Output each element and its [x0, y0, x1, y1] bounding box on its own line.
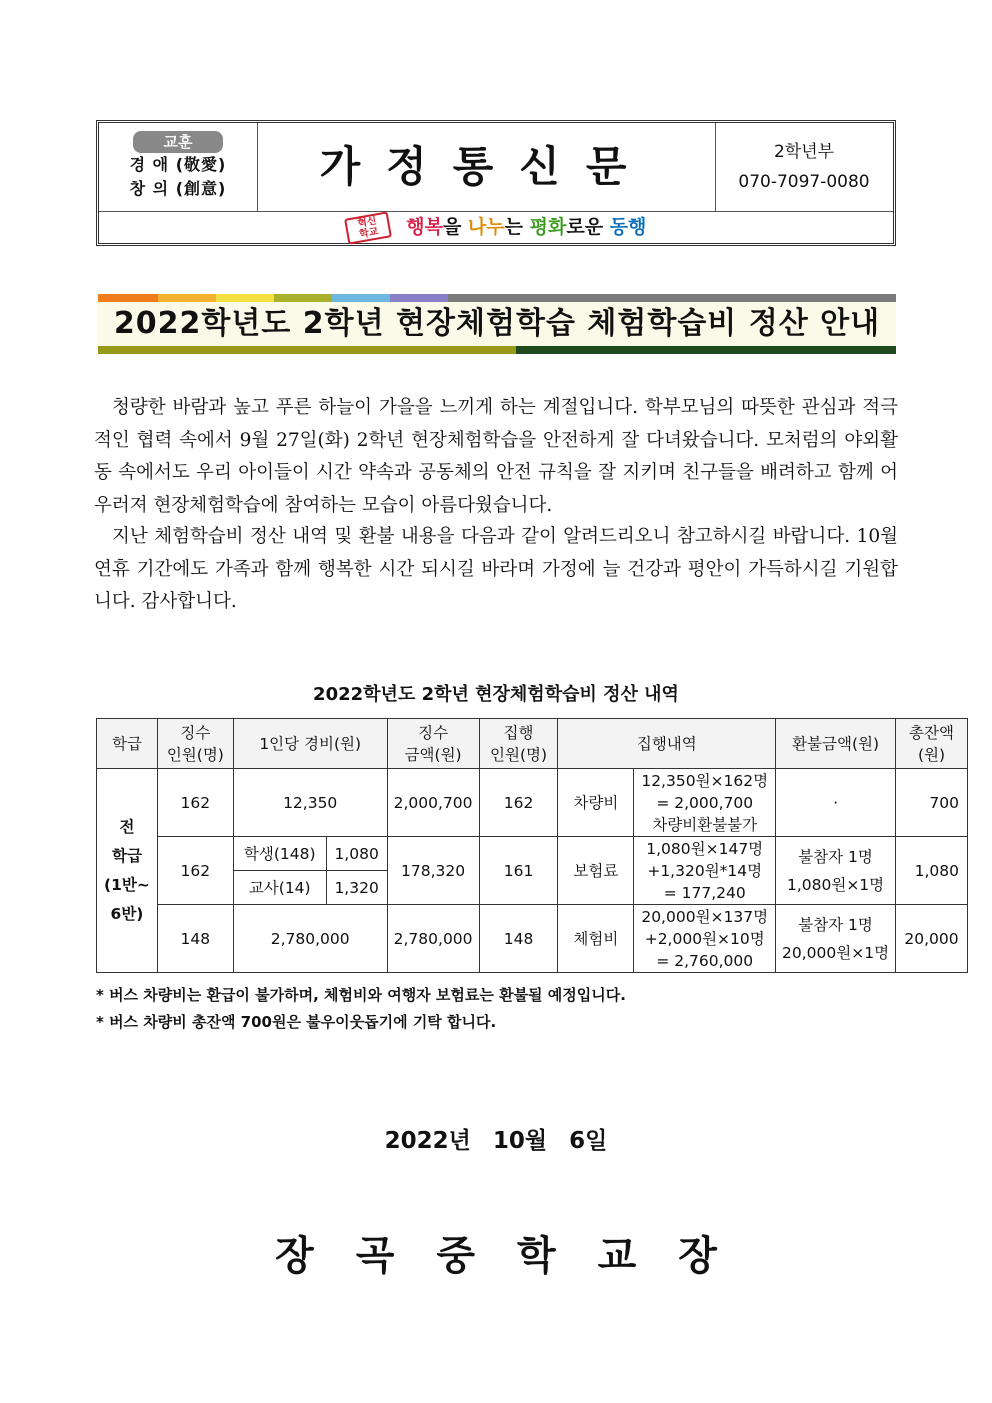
- phone-number: 070-7097-0080: [738, 172, 870, 192]
- slogan-word: 을: [442, 216, 468, 238]
- collect-amount-cell: 2,780,000: [387, 905, 479, 973]
- exec-people-cell: 148: [479, 905, 558, 973]
- slogan-row: [99, 211, 893, 243]
- slogan-word: 는: [504, 216, 530, 238]
- exec-detail-cell: 20,000원×137명 +2,000원×10명 = 2,760,000: [634, 905, 776, 973]
- teacher-label-cell: 교사(14): [233, 871, 326, 905]
- header-cell: 학급: [97, 719, 158, 769]
- header-top-row: [99, 123, 893, 212]
- banner-bottom-stripe: [98, 346, 896, 354]
- collect-people-cell: 162: [157, 837, 233, 905]
- slogan-word: 나누: [467, 216, 505, 238]
- table-header-row: [97, 719, 968, 769]
- refund-cell: 불참자 1명 20,000원×1명: [776, 905, 896, 973]
- header-cell: 총잔액 (원): [895, 719, 967, 769]
- settlement-table: [96, 718, 968, 973]
- table-title: 2022학년도 2학년 현장체험학습비 정산 내역: [313, 684, 679, 705]
- motto-line-2: 창 의 (創意): [129, 179, 227, 198]
- stripe-segment: [98, 346, 516, 354]
- refund-cell: 불참자 1명 1,080원×1명: [776, 837, 896, 905]
- header-cell: 징수 인원(명): [157, 719, 233, 769]
- balance-cell: 1,080: [895, 837, 967, 905]
- exec-item-cell: 차량비: [558, 769, 634, 837]
- exec-people-cell: 162: [479, 769, 558, 837]
- student-fee-cell: 1,080: [326, 837, 387, 871]
- stripe-segment: [448, 294, 896, 302]
- notice-paragraph: 지난 체험학습비 정산 내역 및 환불 내용을 다음과 같이 알려드리오니 참고하시길 바랍니다. 10월 연휴 기간에도 가족과 함께 행복한 시간 되시길 바라며 가정에 늘 건강과 평안이 가득하시길 기원합니다. 감사합니다.: [94, 526, 898, 612]
- slogan-word: 동행: [609, 216, 647, 238]
- header-cell: 징수 금액(원): [387, 719, 479, 769]
- exec-people-cell: 161: [479, 837, 558, 905]
- newsletter-title: 가정통신문: [257, 123, 716, 211]
- exec-detail-cell: 12,350원×162명 = 2,000,700 차량비환불불가: [634, 769, 776, 837]
- stripe-segment: [158, 294, 216, 302]
- principal-signature: 장곡중학교장: [275, 1233, 759, 1279]
- department: 2학년부: [773, 142, 835, 162]
- motto-cell: [99, 123, 258, 211]
- header-cell: 집행내역: [558, 719, 776, 769]
- exec-detail-cell: 1,080원×147명 +1,320원*14명 = 177,240: [634, 837, 776, 905]
- page-title: 2022학년도 2학년 현장체험학습 체험학습비 정산 안내: [98, 302, 896, 346]
- motto-line-1: 경 애 (敬愛): [129, 155, 227, 174]
- stripe-segment: [274, 294, 332, 302]
- header-cell: 집행 인원(명): [479, 719, 558, 769]
- slogan-word: 로운: [566, 216, 610, 238]
- refund-cell: ·: [776, 769, 896, 837]
- per-person-cell: 2,780,000: [233, 905, 387, 973]
- balance-cell: 700: [895, 769, 967, 837]
- exec-item-cell: 보험료: [558, 837, 634, 905]
- balance-cell: 20,000: [895, 905, 967, 973]
- student-label-cell: 학생(148): [233, 837, 326, 871]
- stripe-segment: [98, 294, 158, 302]
- table-row: [97, 769, 968, 837]
- grade-cell: 전 학급 (1반~ 6반): [97, 769, 158, 973]
- title-banner: [98, 294, 896, 354]
- collect-people-cell: 162: [157, 769, 233, 837]
- banner-top-stripe: [98, 294, 896, 302]
- per-person-cell: 12,350: [233, 769, 387, 837]
- slogan-word: 행복: [406, 216, 443, 238]
- newsletter-header: [96, 120, 896, 246]
- stripe-segment: [332, 294, 390, 302]
- header-cell: 환불금액(원): [776, 719, 896, 769]
- teacher-fee-cell: 1,320: [326, 871, 387, 905]
- footnote: * 버스 차량비는 환급이 불가하며, 체험비와 여행자 보험료는 환불될 예정입니다.: [96, 986, 626, 1004]
- stripe-segment: [216, 294, 274, 302]
- contact-cell: [715, 123, 893, 211]
- table-row: [97, 837, 968, 871]
- issue-date: 2022년 10월 6일: [384, 1128, 608, 1154]
- footnote: * 버스 차량비 총잔액 700원은 불우이웃돕기에 기탁 합니다.: [96, 1013, 497, 1031]
- intro-paragraph: 청량한 바람과 높고 푸른 하늘이 가을을 느끼게 하는 계절입니다. 학부모님의 따뜻한 관심과 적극적인 협력 속에서 9월 27일(화) 2학년 현장체험학습을 안전하게 잘 다녀왔습니다. 모처럼의 야외활동 속에서도 우리 아이들이 시간 약속과 공동체의 안전 규칙을 잘 지키며 친구들을 배려하고 함께 어우러져 현장체험학습에 참여하는 모습이 아름다웠습니다.: [94, 397, 898, 516]
- stripe-segment: [390, 294, 448, 302]
- exec-item-cell: 체험비: [558, 905, 634, 973]
- slogan-word: 평화: [529, 216, 567, 238]
- innovation-school-stamp: 혁신 학교: [344, 211, 392, 244]
- motto-label: 교훈: [133, 131, 223, 153]
- collect-amount-cell: 2,000,700: [387, 769, 479, 837]
- collect-people-cell: 148: [157, 905, 233, 973]
- collect-amount-cell: 178,320: [387, 837, 479, 905]
- table-row: [97, 905, 968, 973]
- stripe-segment: [516, 346, 896, 354]
- header-cell: 1인당 경비(원): [233, 719, 387, 769]
